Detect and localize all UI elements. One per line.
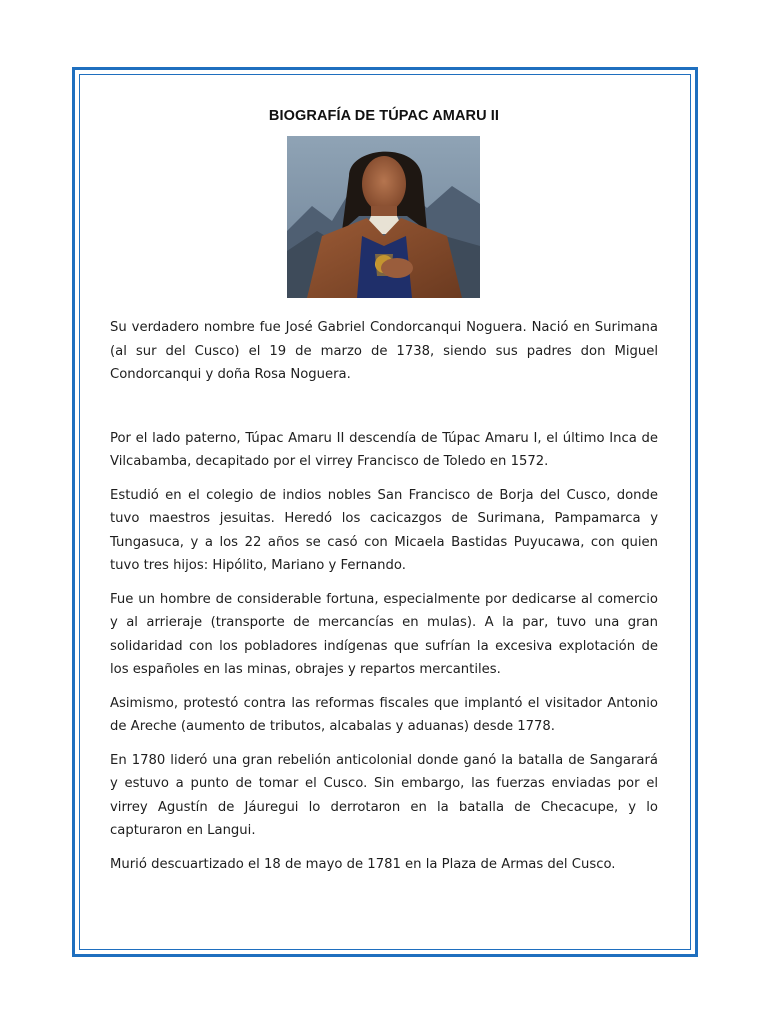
body-text xyxy=(110,316,658,886)
paragraph: Asimismo, protestó contra las reformas fiscales que implantó el visitador Antonio de Areche (aumento de tributos, alcabalas y aduanas) desde 1778. xyxy=(110,695,658,734)
paragraph: Por el lado paterno, Túpac Amaru II descendía de Túpac Amaru I, el último Inca de Vilcabamba, decapitado por el virrey Francisco de Toledo en 1572. xyxy=(110,430,658,469)
portrait-image xyxy=(287,136,480,298)
paragraph: Fue un hombre de considerable fortuna, especialmente por dedicarse al comercio y al arrieraje (transporte de mercancías en mulas). A la par, tuvo una gran solidaridad con los pobladores indígenas que sufrían la excesiva explotación de los españoles en las minas, obrajes y repartos mercantiles. xyxy=(110,591,658,677)
document-title: BIOGRAFÍA DE TÚPAC AMARU II xyxy=(268,108,500,124)
paragraph: Estudió en el colegio de indios nobles San Francisco de Borja del Cusco, donde tuvo maestros jesuitas. Heredó los cacicazgos de Surimana, Pampamarca y Tungasuca, y a los 22 años se casó con Micaela Bastidas Puyucawa, con quien tuvo tres hijos: Hipólito, Mariano y Fernando. xyxy=(110,487,658,573)
paragraph: En 1780 lideró una gran rebelión anticolonial donde ganó la batalla de Sangarará y estuvo a punto de tomar el Cusco. Sin embargo, las fuerzas enviadas por el virrey Agustín de Jáuregui lo derrotaron en la batalla de Checacupe, y lo capturaron en Langui. xyxy=(110,752,658,838)
paragraph: Murió descuartizado el 18 de mayo de 1781 en la Plaza de Armas del Cusco. xyxy=(110,856,616,872)
paragraph: Su verdadero nombre fue José Gabriel Condorcanqui Noguera. Nació en Surimana (al sur del Cusco) el 19 de marzo de 1738, siendo sus padres don Miguel Condorcanqui y doña Rosa Noguera. xyxy=(110,320,658,382)
